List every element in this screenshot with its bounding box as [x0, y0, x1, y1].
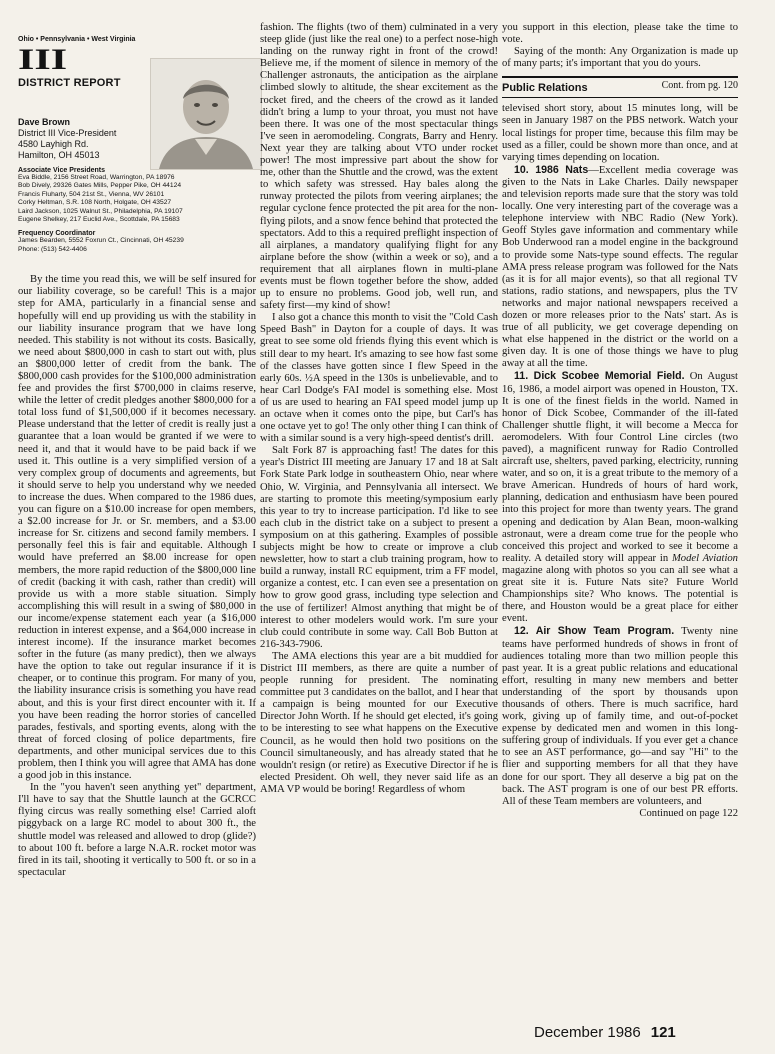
article-paragraph: televised short story, about 15 minutes long, will be seen in January 1987 on the PBS network. Watch your local listings for proper time, because this film may be used as a filler, could be shown more than once, and at varying times depending on location. [502, 103, 738, 163]
frequency-heading: Frequency Coordinator [18, 230, 96, 238]
frequency-coordinator [18, 237, 256, 254]
vp-name: Dave Brown [18, 117, 71, 127]
associate-item: Laird Jackson, 1025 Walnut St., Philadelphia, PA 19107 [18, 207, 183, 215]
associate-item: Eva Biddle, 2156 Street Road, Warrington, PA 18976 [18, 174, 175, 181]
item-10-label: 10. 1986 Nats [514, 163, 589, 176]
article-paragraph: you support in this election, please take the time to vote. [502, 22, 738, 46]
page-number: 121 [650, 1024, 676, 1041]
article-paragraph: fashion. The flights (two of them) culminated in a very steep glide (just like the real one) to a perfect nose-high landing on the runway right in front of the crowd! Believe me, if the moment of silence in memory of the Challenger astronauts, the anticipation as the airplane climbed slowly to altitude, the shear excitement as the rocket fired, and the cheers of the crowd as it landed didn't bring a lump to your throat, you must not have been there. It was one of the most spectacular things I've seen in aeromodeling. Congrats, Barry and Henry. Next year they are talking about VTO under rocket power! The most impressive part about the show for me, other than the Shuttle and the crowd, was the extent to which safety was stressed. Hay bales along the runway protected the pilots from veering airplanes; the regular cyclone fence protected the pit area for the non-flying pilots, and a snow fence behind that protected the spectators. Add to this a required preflight inspection of all airplanes, a mandatory qualifying flight for any airplane before the show (within a week or so), and a requirement that all airplanes flown in multi-plane events must be flown together before the show, added up to ensure no problems. Good job, well run, and safety first—my kind of show! [260, 22, 498, 312]
item-12-text: Twenty nine teams have performed hundreds of shows in front of audiences totaling more than two million people this past year. It is a great public relations and educational effort, resulting in many new members and better understanding of the sport by thousands upon thousands of others. There is much sacrifice, hard work, giving up of family time, and out-of-pocket expense by dedicated men and women in this long-suffering group of individuals. If you ever get a chance to see an AST performance, go—and say "Hi" to the flier and supporting members for all that they have done for our sport. They all deserve a big pat on the back. The AST program is one of our best PR efforts. All of these Team members are volunteers, and [502, 626, 739, 807]
district-states: Ohio • Pennsylvania • West Virginia [18, 36, 136, 43]
item-12-label: 12. Air Show Team Program. [514, 625, 675, 638]
article-paragraph: The AMA elections this year are a bit muddied for District III members, as there are quite a number of people running for president. The nominating committee put 3 candidates on the ballot, and I hear that a campaign is being mounted for our Executive Director John Worth. If he should get elected, it's going to be interesting to see what happens on the Executive Council, as he would then hold two positions on the Council simultaneously, and has already stated that he wouldn't resign (or retire) as Executive Director if he is elected President. Oh well, they never said life as an AMA VP would be boring! Regardless of whom [260, 650, 498, 795]
item-10-text: —Excellent media coverage was given to the Nats in Lake Charles. Daily newspaper and television reports made sure that the story was told locally. One very interesting part of the coverage was a telephone interview with NBC Radio (New York). Geoff Styles gave information and commentary while Bob Underwood ran a model engine in the background to provide some Nats-type sound effects. The regular AMA press release program was followed for the Nats (as it is for all major events), so that all regional TV stations, radio stations, and newspapers, plus the TV networks and major national newspapers received a dozen or more releases prior to the Nats' start. As is true of all publicity, we get coverage depending on what else happened in the district or the world on a given day. It is one of those things we have to plug away at all the time. [502, 164, 738, 370]
article-paragraph: Salt Fork 87 is approaching fast! The dates for this year's District III meeting are January 17 and 18 at Salt Fork State Park lodge in southeastern Ohio, near where Ohio, W. Virginia, and Pennsylvania all intersect. We are starting to promote this meeting/symposium early this year to try to increase participation. I'd like to see each club in the district take on a subject to present a symposium on at this gathering. Examples of possible subjects might be how to create or improve a club newsletter, how to start a club training program, how to build a runway, install RC equipment, trim a FF model, organize a contest, etc. I can even see a presentation on how to grow good grass, including type selection and the use of fertilizer! Almost anything that might be of interest to other modelers would work. I'm sure your club could contribute in some way. Call Bob Button at 216-343-7906. [260, 445, 498, 650]
associate-item: Bob Dively, 29326 Gates Mills, Pepper Pike, OH 44124 [18, 182, 182, 190]
associates-heading: Associate Vice Presidents [18, 167, 106, 174]
associate-item: Corky Heltman, S.R. 108 North, Holgate, OH 43527 [18, 199, 172, 207]
vp-address-line2: Hamilton, OH 45013 [18, 150, 100, 160]
page-footer [534, 1024, 676, 1041]
district-number: III [18, 43, 68, 76]
item-12 [502, 625, 738, 807]
continued-on-note: Continued on page 122 [639, 807, 738, 819]
column-3 [502, 22, 738, 820]
item-10 [502, 164, 738, 371]
associate-item: Eugene Shelkey, 217 Euclid Ave., Scottdale, PA 15683 [18, 216, 180, 224]
public-relations-header [502, 76, 738, 98]
continued-from-note: Cont. from pg. 120 [661, 80, 738, 92]
frequency-line1: James Bearden, 5552 Foxrun Ct., Cincinnati, OH 45239 [18, 237, 184, 245]
associate-item: Francis Fluharty, 504 21st St., Vienna, WV 26101 [18, 190, 165, 198]
section-title: DISTRICT REPORT [18, 77, 121, 89]
article-paragraph: In the "you haven't seen anything yet" department, I'll have to say that the Shuttle launch at the GCRCC flying circus was really something else! Carried aloft piggyback on a large RC model to about 300 ft., the shuttle model was released and allowed to drop (glide?) to about 100 ft. before a large N.A.R. rocket motor was fired in its tail, shooting it vertically to 500 ft. or so in a spectacular [18, 782, 256, 878]
frequency-phone: Phone: (513) 542-4406 [18, 245, 87, 253]
item-11 [502, 370, 738, 625]
portrait-image [151, 59, 261, 169]
vice-president-photo [150, 58, 262, 170]
item-11-label: 11. Dick Scobee Memorial Field. [514, 370, 685, 383]
column-2 [260, 22, 498, 796]
associates-list [18, 174, 256, 224]
saying-of-the-month: Saying of the month: Any Organization is made up of many parts; it's important that you do yours. [502, 46, 738, 70]
item-11-tail: magazine along with photos so you can all see what a great site it is. Future Nats site? Future World Championships site? Who knows. The potential is there, and Houston would be a great place for either event. [502, 564, 738, 625]
article-paragraph: I also got a chance this month to visit the "Cold Cash Speed Bash" in Dayton for a couple of days. It was great to see some old friends flying this event which is still dear to my heart. It's amazing to see how fast some of the classes have gotten since I flew Speed in the early 60s. ½A speed in the 130s is unbelievable, and to hear Carl Dodge's FAI model is something else. Most of us are used to hearing an FAI speed model jump up an octave when it comes onto the pipe, but Carl's has one octave yet to go! The only other thing I can think of with a similar sound is a very high-speed dentist's drill. [260, 312, 498, 445]
vp-address-line1: 4580 Layhigh Rd. [18, 139, 89, 149]
column-1 [18, 22, 256, 879]
article-paragraph: By the time you read this, we will be self insured for our liability coverage, so be careful! This is a major step for AMA, particularly in a financial sense and hopefully will end up providing us with the stability in our liability insurance program that we have long needed. This stability is not without its costs. Basically, we need about $800,000 in cash to start out with, plus an $800,000 letter of credit from the bank. The $800,000 cash provides for the $100,000 administration fee and provides the first $700,000 in claims reserve, while the letter of credit pledges another $800,000 for a total loss fund of $1,500,000 if it becomes necessary. Please understand that the letter of credit is really just a guarantee that a loan would be granted if we were to need it, and that it would have to be paid back if we used it. This outline is a very simplified version of a very complex group of documents and agreements, but it should serve to help you understand why we needed to increase the dues. When compared to the 1986 dues, you can figure on a $10.00 increase for open members, a $2.00 increase for Jr. or Sr. members, and a $3.00 increase for Sr. citizens and second family members. I personally feel this is fair and equitable. Although I would have preferred an $8.00 increase for open members, the more rapid reduction of the $800,000 line of credit (backing it with cash, rather than credit) will provide us with a more stable situation. Simply accomplishing this will result in a swing of $80,000 in our income/expense statement each year (a $16,000 reduction in interest expense, and a $64,000 increase in interest income). If the insurance market becomes softer in the future (as many predict), then we always have the option to take out regular insurance if it is cheaper, or to continue this program. For many of you, the liability insurance crisis is something you have read about, and this is your first direct encounter with it. If you have been reading the horror stories of cancelled parades, festivals, and sporting events, along with the threat of forced closing of police departments, fire departments, and other municipal services due to this problem, then I think you will agree that AMA has done a good job in this instance. [18, 274, 256, 782]
item-11-text: On August 16, 1986, a model airport was opened in Houston, TX. It is one of the finest fields in the world. Named in honor of Dick Scobee, Commander of the ill-fated Challenger shuttle flight, it will become a Mecca for aeromodelers. With four Control Line circles (two paved), a magnificent runway for Radio Controlled aircraft use, shelters, paved parking, electricity, running water, and so on, it is a great tribute to the memory of a brave American. Hundreds of hours of hard work, planning, dedication and enthusiasm have been poured into this project for more than twenty years. The grand opening and dedication by Alan Bean, moon-walking astronaut, were a dream come true for the people who conceived this project and worked to see it become a reality. A detailed story will appear in [502, 371, 738, 564]
magazine-title: Model Aviation [671, 552, 738, 564]
public-relations-title: Public Relations [502, 82, 588, 95]
issue-date: December 1986 [534, 1024, 641, 1041]
vp-role: District III Vice-President [18, 128, 117, 138]
